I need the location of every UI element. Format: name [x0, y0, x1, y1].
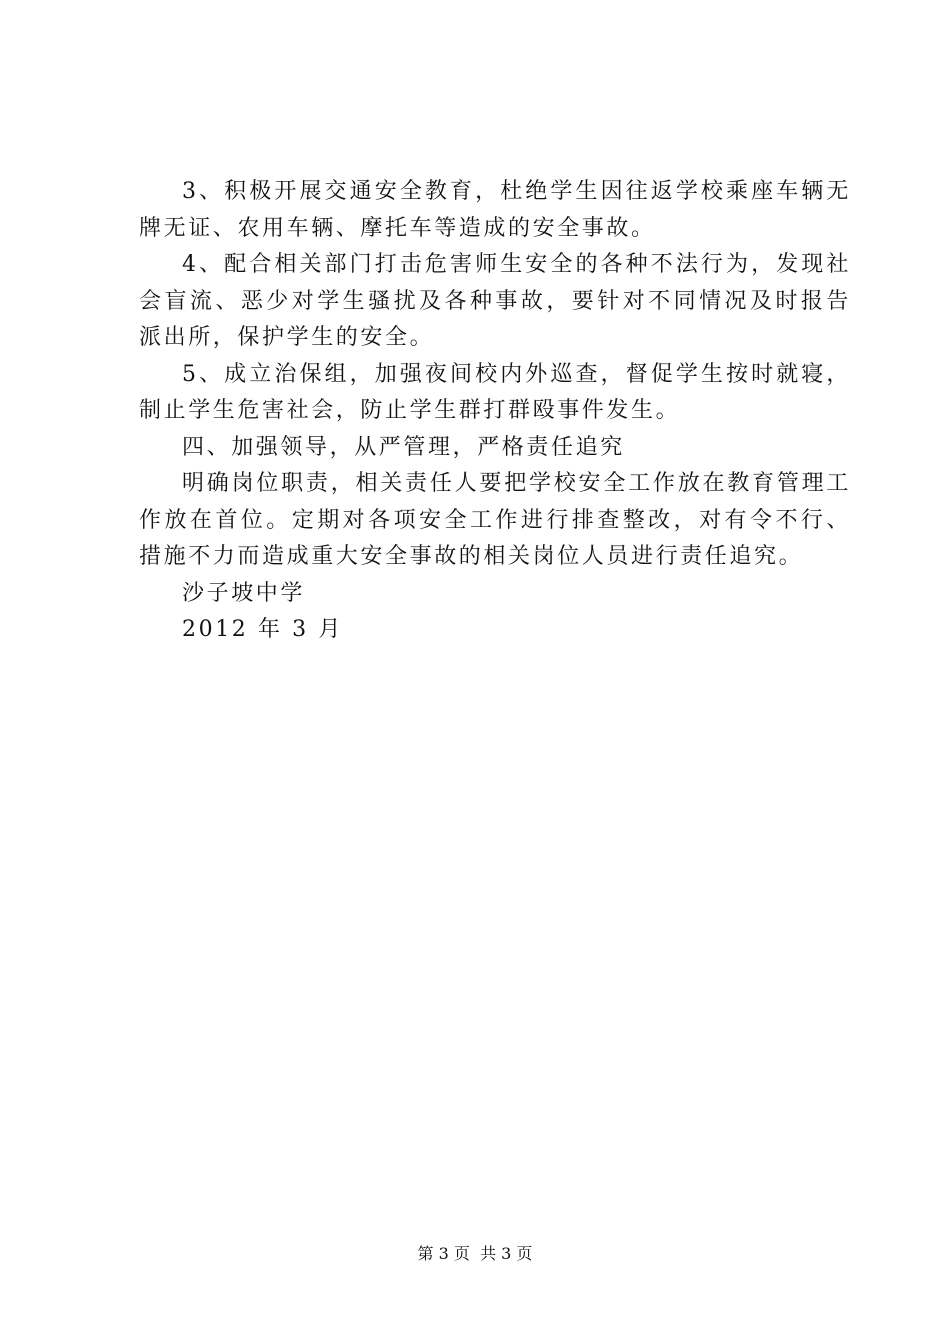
signature-school-name: 沙子坡中学: [182, 580, 306, 606]
page-number: 第 3 页 共 3 页: [417, 1244, 533, 1263]
paragraph-security-patrol: 5、成立治保组，加强夜间校内外巡查，督促学生按时就寝，制止学生危害社会，防止学生群打群殴事件发生。: [139, 361, 851, 423]
paragraph-traffic-safety: 3、积极开展交通安全教育，杜绝学生因往返学校乘座车辆无牌无证、农用车辆、摩托车等造成的安全事故。: [139, 179, 851, 241]
paragraph-responsibility: 明确岗位职责，相关责任人要把学校安全工作放在教育管理工作放在首位。定期对各项安全工作进行排查整改，对有令不行、措施不力而造成重大安全事故的相关岗位人员进行责任追究。: [139, 471, 851, 569]
section-heading-leadership: 四、加强领导，从严管理，严格责任追究: [182, 434, 625, 460]
page-footer: [0, 1244, 950, 1264]
paragraph-illegal-acts: 4、配合相关部门打击危害师生安全的各种不法行为，发现社会盲流、恶少对学生骚扰及各种事故，要针对不同情况及时报告派出所，保护学生的安全。: [139, 252, 851, 350]
signature-date: 2012 年 3 月: [182, 617, 343, 642]
document-body: [139, 174, 851, 649]
